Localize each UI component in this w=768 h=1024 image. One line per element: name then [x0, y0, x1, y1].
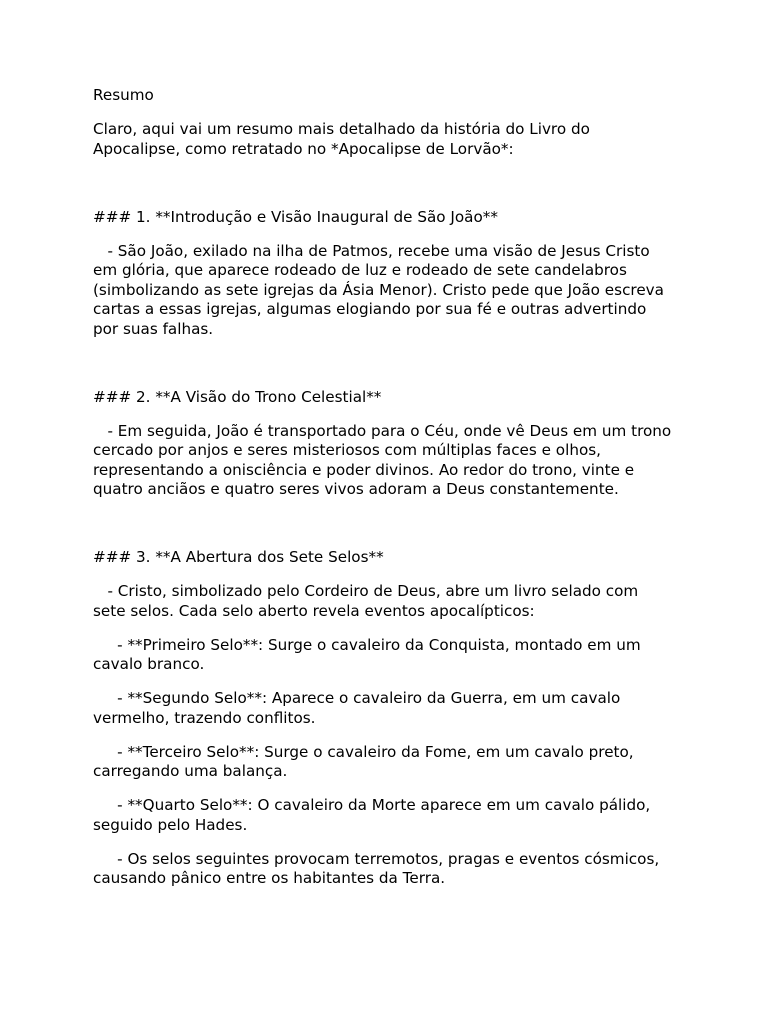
intro-paragraph: Claro, aqui vai um resumo mais detalhado da história do Livro do Apocalipse, como retratado no *Apocalipse de Lorvão*: [93, 120, 595, 158]
list-item-second-seal: - **Segundo Selo**: Aparece o cavaleiro da Guerra, em um cavalo vermelho, trazendo conflitos. [93, 689, 626, 727]
section-heading-2: ### 2. **A Visão do Trono Celestial** [93, 387, 382, 406]
spacer [93, 354, 675, 388]
section-heading-3: ### 3. **A Abertura dos Sete Selos** [93, 548, 384, 566]
spacer [93, 514, 675, 548]
document-title: Resumo [93, 86, 154, 104]
list-item-third-seal: - **Terceiro Selo**: Surge o cavaleiro da Fome, em um cavalo preto, carregando uma balança. [93, 742, 639, 780]
section-3-paragraph: - Cristo, simbolizado pelo Cordeiro de Deus, abre um livro selado com sete selos. Cada selo aberto revela eventos apocalípticos: [93, 582, 644, 620]
list-item-first-seal: - **Primeiro Selo**: Surge o cavaleiro da Conquista, montado em um cavalo branco. [93, 635, 646, 673]
section-1-paragraph: - São João, exilado na ilha de Patmos, recebe uma visão de Jesus Cristo em glória, que aparece rodeado de luz e rodeado de sete candelabros (simbolizando as sete igrejas da Ásia Menor). Cristo pede que João escreva cartas a essas igrejas, algumas elogiando por sua fé e outras advertindo por suas falhas. [93, 241, 669, 338]
spacer [93, 174, 675, 208]
section-heading-1: ### 1. **Introdução e Visão Inaugural de São João** [93, 207, 498, 226]
section-2-paragraph: - Em seguida, João é transportado para o Céu, onde vê Deus em um trono cercado por anjos e seres misteriosos com múltiplas faces e olhos, representando a onisciência e poder divinos. Ao redor do trono, vinte e quatro anciãos e quatro seres vivos adoram a Deus constantemente. [93, 421, 677, 498]
list-item-fourth-seal: - **Quarto Selo**: O cavaleiro da Morte aparece em um cavalo pálido, seguido pelo Hades. [93, 796, 656, 834]
list-item-following-seals: - Os selos seguintes provocam terremotos, pragas e eventos cósmicos, causando pânico entre os habitantes da Terra. [93, 849, 665, 887]
